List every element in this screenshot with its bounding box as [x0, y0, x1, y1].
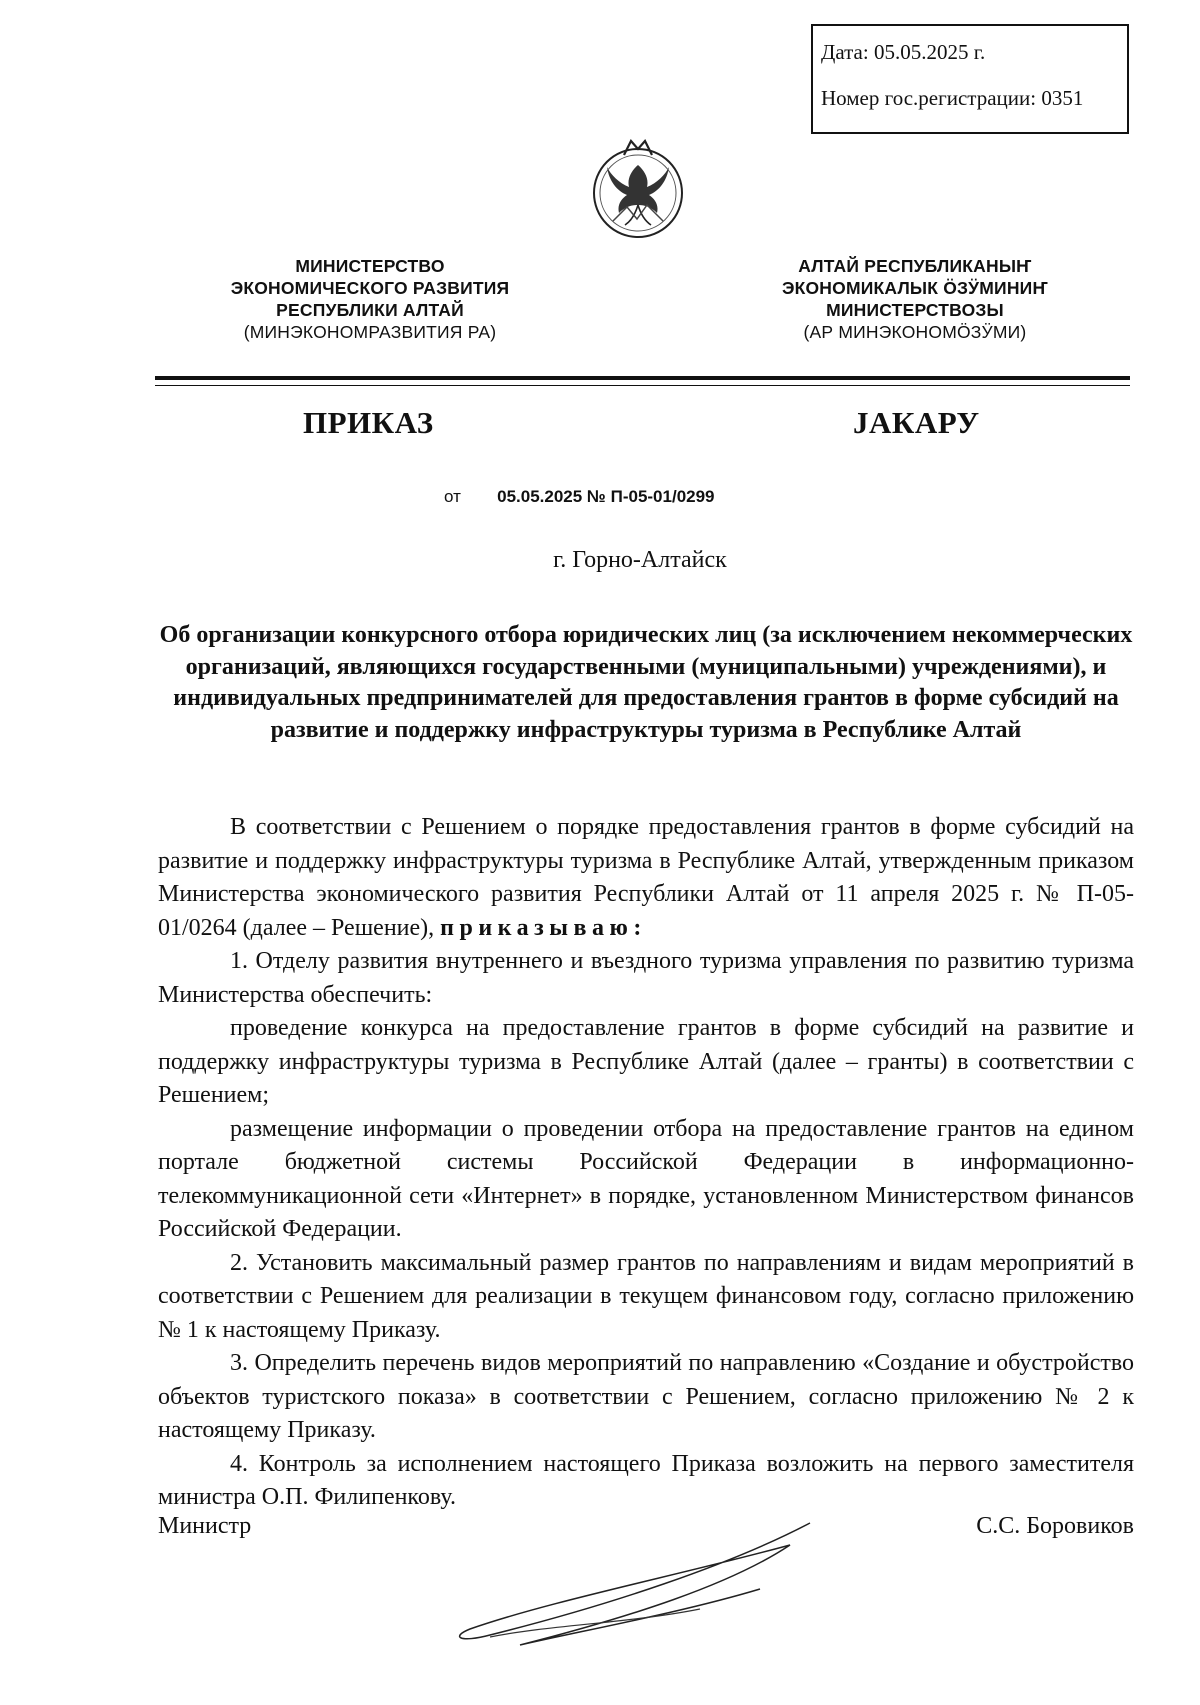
registration-number: Номер гос.регистрации: 0351 — [821, 86, 1084, 110]
order-word: приказываю: — [440, 914, 647, 941]
registration-date: Дата: 05.05.2025 г. — [821, 40, 986, 64]
body-paragraph: 3. Определить перечень видов мероприятий по направлению «Создание и обустройство объектов туристского показа» в соответствии с Решением, согласно приложению № 2 к настоящему Приказу. — [158, 1350, 1134, 1443]
header-divider — [155, 376, 1130, 380]
body-paragraph: проведение конкурса на предоставление грантов в форме субсидий на развитие и поддержку инфраструктуры туризма в Республике Алтай (далее – гранты) в соответствии с Решением; — [158, 1015, 1134, 1108]
header-divider-thin — [155, 385, 1130, 386]
coat-of-arms-icon — [591, 135, 685, 243]
ministry-name-altai: АЛТАЙ РЕСПУБЛИКАНЫҤ ЭКОНОМИКАЛЫК ÖЗӰМИНИҤ МИНИСТЕРСТВОЗЫ (АР МИНЭКОНОМÖЗӰМИ) — [781, 256, 1049, 342]
signer-position: Министр — [158, 1513, 252, 1539]
order-from-label: от — [444, 487, 461, 506]
body-paragraph: В соответствии с Решением о порядке предоставления грантов в форме субсидий на развитие и поддержку инфраструктуры туризма в Республике Алтай, утвержденным приказом Министерства экономического развития Республики Алтай от 11 апреля 2025 г. № П-05-01/0264 (далее – Решение), приказываю: — [158, 814, 1134, 941]
body-paragraph: размещение информации о проведении отбора на предоставление грантов на едином портале бюджетной системы Российской Федерации в информационно-телекоммуникационной сети «Интернет» в порядке, установленном Министерством финансов Российской Федерации. — [158, 1115, 1134, 1242]
handwritten-signature — [430, 1505, 830, 1655]
order-body — [158, 811, 1134, 1515]
registration-stamp — [811, 24, 1129, 134]
order-number-value: 05.05.2025 № П-05-01/0299 — [497, 487, 715, 506]
body-paragraph: 1. Отделу развития внутреннего и въездного туризма управления по развитию туризма Министерства обеспечить: — [158, 948, 1134, 1008]
order-city: г. Горно-Алтайск — [553, 547, 727, 573]
order-subject: Об организации конкурсного отбора юридических лиц (за исключением некоммерческих организаций, являющихся государственными (муниципальными) учреждениями), и индивидуальных предпринимателей для предоставления грантов в форме субсидий на развитие и поддержку инфраструктуры туризма в Республике Алтай — [159, 622, 1133, 744]
signer-name: С.С. Боровиков — [976, 1513, 1134, 1539]
order-number — [444, 487, 715, 507]
body-paragraph: 2. Установить максимальный размер грантов по направлениям и видам мероприятий в соответствии с Решением для реализации в текущем финансовом году, согласно приложению № 1 к настоящему Приказу. — [158, 1249, 1134, 1343]
order-title-altai: ЈАКАРУ — [853, 405, 980, 440]
signature-block — [158, 1505, 1134, 1705]
order-title-russian: ПРИКАЗ — [303, 405, 434, 440]
ministry-name-russian: МИНИСТЕРСТВО ЭКОНОМИЧЕСКОГО РАЗВИТИЯ РЕСПУБЛИКИ АЛТАЙ (МИНЭКОНОМРАЗВИТИЯ РА) — [230, 256, 510, 342]
body-paragraph: 4. Контроль за исполнением настоящего Приказа возложить на первого заместителя министра О.П. Филипенкову. — [158, 1450, 1134, 1510]
